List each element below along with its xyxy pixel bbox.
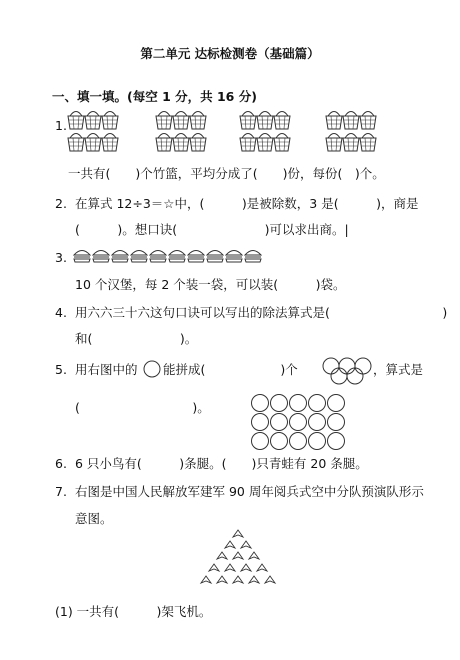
section-heading: 一、填一填。(每空 1 分，共 16 分) xyxy=(52,89,257,104)
basket-icon xyxy=(326,134,342,152)
question-number: 6. xyxy=(55,456,67,471)
question-5-text-a: 用右图中的 xyxy=(75,362,138,377)
grid-circle xyxy=(252,414,269,431)
airplane-icon xyxy=(225,564,235,571)
question-7-line-1: 右图是中国人民解放军建军 90 周年阅兵式空中分队预演队形示 xyxy=(75,484,424,499)
hamburger-icon xyxy=(207,251,223,263)
basket-icon xyxy=(173,112,189,130)
basket-icon xyxy=(68,134,84,152)
grid-circle xyxy=(271,414,288,431)
airplane-icon xyxy=(265,576,275,583)
grid-circle xyxy=(271,433,288,450)
basket-icon xyxy=(274,112,290,130)
hamburger-icon xyxy=(245,251,261,263)
basket-icon xyxy=(257,134,273,152)
basket-icon xyxy=(274,134,290,152)
question-number: 4. xyxy=(55,305,67,320)
question-number: 7. xyxy=(55,484,67,499)
question-6-text: 6 只小鸟有( )条腿。( )只青蛙有 20 条腿。 xyxy=(75,456,368,471)
question-2-line-2: ( )。想口诀( )可以求出商。| xyxy=(75,222,349,237)
page-title: 第二单元 达标检测卷（基础篇） xyxy=(140,46,320,61)
basket-icon xyxy=(173,134,189,152)
airplane-icon xyxy=(209,564,219,571)
basket-icon xyxy=(240,112,256,130)
basket-icon xyxy=(102,134,118,152)
grid-circle xyxy=(252,433,269,450)
airplane-icon xyxy=(201,576,211,583)
circle-grid xyxy=(251,394,351,454)
question-number: 1. xyxy=(55,118,67,133)
airplane-icon xyxy=(241,541,251,548)
question-7-line-2: 意图。 xyxy=(75,511,113,526)
question-4-line-2: 和( )。 xyxy=(75,331,198,346)
grid-circle xyxy=(309,395,326,412)
airplane-icon xyxy=(225,541,235,548)
basket-icon xyxy=(85,134,101,152)
question-number: 5. xyxy=(55,362,67,377)
basket-icon xyxy=(190,112,206,130)
basket-illustration xyxy=(68,108,378,158)
question-1-text: 一共有( )个竹篮，平均分成了( )份，每份( )个。 xyxy=(68,166,385,181)
airplane-icon xyxy=(217,552,227,559)
question-number: 2. xyxy=(55,196,67,211)
hamburger-icon xyxy=(131,251,147,263)
airplane-icon xyxy=(233,552,243,559)
basket-icon xyxy=(343,112,359,130)
basket-icon xyxy=(85,112,101,130)
grid-circle xyxy=(328,433,345,450)
basket-icon xyxy=(240,134,256,152)
grid-circle xyxy=(328,395,345,412)
question-3-text: 10 个汉堡，每 2 个装一袋，可以装( )袋。 xyxy=(75,277,346,292)
airplane-icon xyxy=(241,564,251,571)
airplane-icon xyxy=(249,552,259,559)
grid-circle xyxy=(309,414,326,431)
basket-icon xyxy=(68,112,84,130)
basket-icon xyxy=(360,134,376,152)
grid-circle xyxy=(271,395,288,412)
grid-circle xyxy=(252,395,269,412)
question-7-sub-1: (1) 一共有( )架飞机。 xyxy=(55,604,212,619)
grid-circle xyxy=(290,395,307,412)
question-4-line-1: 用六六三十六这句口诀可以写出的除法算式是( ) xyxy=(75,305,448,320)
question-2-line-1: 在算式 12÷3＝☆中，( )是被除数，3 是( )，商是 xyxy=(75,196,419,211)
olympic-rings-icon xyxy=(322,356,372,390)
basket-icon xyxy=(156,112,172,130)
grid-circle xyxy=(290,433,307,450)
hamburger-icon xyxy=(74,251,90,263)
hamburger-icon xyxy=(188,251,204,263)
basket-icon xyxy=(102,112,118,130)
airplane-icon xyxy=(233,576,243,583)
hamburger-icon xyxy=(150,251,166,263)
grid-circle xyxy=(309,433,326,450)
airplane-icon xyxy=(249,576,259,583)
airplane-icon xyxy=(217,576,227,583)
circle-icon xyxy=(143,360,163,380)
basket-icon xyxy=(190,134,206,152)
hamburger-icon xyxy=(112,251,128,263)
basket-icon xyxy=(360,112,376,130)
airplane-icon xyxy=(233,530,243,537)
basket-icon xyxy=(156,134,172,152)
question-number: 3. xyxy=(55,250,67,265)
hamburger-icon xyxy=(226,251,242,263)
question-5-line-2: ( )。 xyxy=(75,400,210,415)
question-5-text-b: 能拼成( )个 xyxy=(163,362,298,377)
question-5-text-c: ，算式是 xyxy=(373,362,424,377)
airplane-formation xyxy=(200,528,280,598)
airplane-icon xyxy=(257,564,267,571)
hamburger-icon xyxy=(169,251,185,263)
basket-icon xyxy=(343,134,359,152)
grid-circle xyxy=(290,414,307,431)
basket-icon xyxy=(326,112,342,130)
hamburger-icon xyxy=(93,251,109,263)
basket-icon xyxy=(257,112,273,130)
grid-circle xyxy=(328,414,345,431)
hamburger-illustration xyxy=(74,247,274,265)
